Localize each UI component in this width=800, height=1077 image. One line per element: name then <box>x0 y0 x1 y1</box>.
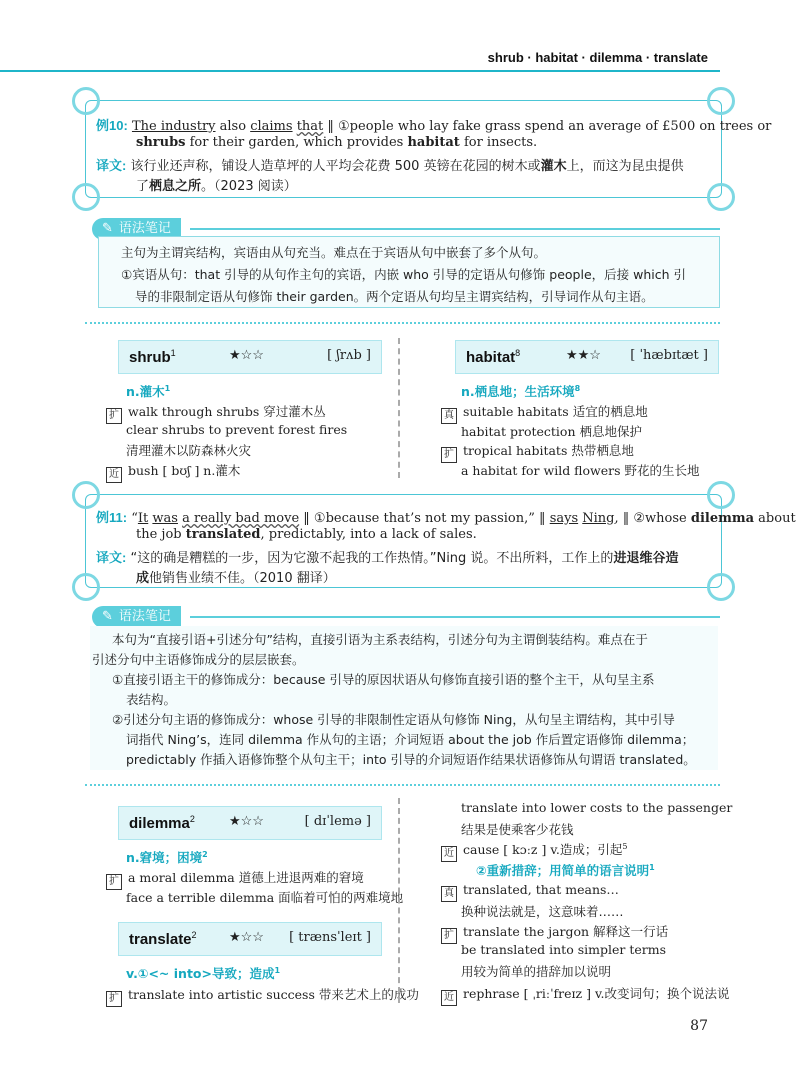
tag-icon: 近 <box>441 990 457 1006</box>
entry-line: 扩 translate into artistic success 带来艺术上的成功 <box>106 985 419 1007</box>
grammar-note-line: 本句为“直接引语+引述分句”结构，直接引语为主系表结构，引述分句为主谓倒装结构。难点在于 <box>112 632 648 647</box>
tag-icon: 扩 <box>441 447 457 463</box>
entry-line: 真 suitable habitats 适宜的栖息地 <box>441 402 648 424</box>
section-dotted-rule <box>85 322 720 324</box>
pen-icon: ✎ <box>102 609 113 624</box>
column-divider <box>398 798 408 1003</box>
ornament-corner <box>72 481 100 509</box>
example-10-translation-line2: 了栖息之所。（2023 阅读） <box>136 179 297 194</box>
headword-box-habitat <box>455 340 719 374</box>
entry-line: 用较为简单的措辞加以说明 <box>461 964 612 979</box>
example-11-en-line1: 例11: “It was a really bad move ‖ ①because that’s not my passion,” ‖ says Ning, ‖ ②whose dilemma about <box>96 510 796 526</box>
section-dotted-rule <box>85 784 720 786</box>
entry-line: translate into lower costs to the passenger <box>461 800 733 815</box>
example-10-translation-line1: 译文: 该行业还声称，铺设人造草坪的人平均会花费 500 英镑在花园的树木或灌木上，而这为昆虫提供 <box>96 158 684 174</box>
grammar-note-line: ①直接引语主干的修饰成分：because 引导的原因状语从句修饰直接引语的整个主干，从句呈主系 <box>112 672 655 687</box>
sense-label: v.①<~ into>导致；造成$^1$ <box>126 965 281 981</box>
entry-line: a habitat for wild flowers 野花的生长地 <box>461 463 700 478</box>
entry-line: 清理灌木以防森林火灾 <box>126 443 252 458</box>
grammar-note-line: ②引述分句主语的修饰成分：whose 引导的非限制性定语从句修饰 Ning，从句呈主谓结构，其中引导 <box>112 712 675 727</box>
headword-box-shrub <box>118 340 382 374</box>
tag-icon: 近 <box>441 846 457 862</box>
column-divider <box>398 338 408 478</box>
sense-label: n.窘境；困境$^2$ <box>126 849 208 865</box>
pronunciation: [ dɪˈlemə ] <box>304 814 371 829</box>
headword-box-dilemma <box>118 806 382 840</box>
grammar-note-2-box <box>90 626 718 770</box>
tag-icon: 真 <box>441 408 457 424</box>
ornament-corner <box>707 87 735 115</box>
pronunciation: [ ʃrʌb ] <box>327 348 371 363</box>
ornament-corner <box>707 183 735 211</box>
pen-icon: ✎ <box>102 221 113 236</box>
example-11-translation-line1: 译文: “这的确是糟糕的一步，因为它激不起我的工作热情。”Ning 说。不出所料，工作上的进退维谷造 <box>96 550 679 566</box>
grammar-note-tag: ✎ 语法笔记 <box>92 606 181 628</box>
entry-line: face a terrible dilemma 面临着可怕的两难境地 <box>126 890 404 905</box>
tag-icon: 扩 <box>106 991 122 1007</box>
entry-line: 近 cause [ kɔːz ] v.造成；引起$^5$ <box>441 840 628 862</box>
example-10-en-line2: shrubs for their garden, which provides habitat for insects. <box>136 135 538 150</box>
entry-line: habitat protection 栖息地保护 <box>461 424 642 439</box>
frequency-stars: ★☆☆ <box>229 930 264 945</box>
sense-label: n.灌木$^1$ <box>126 383 171 399</box>
grammar-note-tag: ✎ 语法笔记 <box>92 218 181 240</box>
example-label: 例10 <box>96 118 124 133</box>
sense-label: n.栖息地；生活环境$^8$ <box>461 383 581 399</box>
entry-line: clear shrubs to prevent forest fires <box>126 422 348 437</box>
ornament-corner <box>72 573 100 601</box>
grammar-note-rule <box>190 616 720 618</box>
grammar-note-line: ①宾语从句：that 引导的从句作主句的宾语，内嵌 who 引导的定语从句修饰 people，后接 which 引 <box>121 267 687 282</box>
tag-icon: 真 <box>441 886 457 902</box>
tag-icon: 近 <box>106 467 122 483</box>
entry-line: 扩 translate the jargon 解释这一行话 <box>441 922 668 944</box>
tag-icon: 扩 <box>441 928 457 944</box>
running-header: shrub · habitat · dilemma · translate <box>487 50 708 65</box>
ornament-corner <box>707 573 735 601</box>
entry-line: 扩 tropical habitats 热带栖息地 <box>441 441 634 463</box>
example-11-en-line2: the job translated, predictably, into a lack of sales. <box>136 527 477 542</box>
headword-box-translate <box>118 922 382 956</box>
frequency-stars: ★☆☆ <box>229 814 264 829</box>
tag-icon: 扩 <box>106 874 122 890</box>
grammar-note-line: 表结构。 <box>126 692 177 707</box>
frequency-stars: ★★☆ <box>566 348 601 363</box>
headword: shrub$^1$ <box>129 348 176 366</box>
entry-line: 结果是使乘客少花钱 <box>461 822 574 837</box>
sense-label: ②重新措辞；用简单的语言说明$^1$ <box>476 862 655 878</box>
grammar-note-rule <box>190 228 720 230</box>
ornament-corner <box>72 183 100 211</box>
example-11-translation-line2: 成他销售业绩不佳。（2010 翻译） <box>136 571 336 586</box>
grammar-note-line: predictably 作插入语修饰整个从句主干；into 引导的介词短语作结果状语修饰从句谓语 translated。 <box>126 752 696 767</box>
frequency-stars: ★☆☆ <box>229 348 264 363</box>
tag-icon: 扩 <box>106 408 122 424</box>
entry-line: 真 translated, that means… <box>441 882 619 902</box>
pronunciation: [ trænsˈleɪt ] <box>289 930 371 945</box>
example-10-box <box>85 100 772 198</box>
page-number: 87 <box>690 1018 708 1034</box>
headword: dilemma$^2$ <box>129 814 195 832</box>
header-rule <box>0 70 720 72</box>
grammar-note-line: 导的非限制定语从句修饰 their garden。两个定语从句均呈主谓宾结构，引导词作从句主语。 <box>135 289 654 304</box>
ornament-corner <box>72 87 100 115</box>
entry-line: be translated into simpler terms <box>461 942 666 957</box>
grammar-note-line: 引述分句中主语修饰成分的层层嵌套。 <box>92 652 305 667</box>
entry-line: 扩 a moral dilemma 道德上进退两难的窘境 <box>106 868 364 890</box>
example-11-box <box>85 494 796 588</box>
entry-line: 换种说法就是，这意味着…… <box>461 904 624 919</box>
pronunciation: [ ˈhæbɪtæt ] <box>630 348 708 363</box>
grammar-note-line: 主句为主谓宾结构，宾语由从句充当。难点在于宾语从句中嵌套了多个从句。 <box>121 245 547 260</box>
headword: translate$^2$ <box>129 930 197 948</box>
grammar-note-1-box <box>98 236 720 308</box>
ornament-corner <box>707 481 735 509</box>
entry-line: 扩 walk through shrubs 穿过灌木丛 <box>106 402 326 424</box>
grammar-note-line: 词指代 Ning’s，连同 dilemma 作从句的主语；介词短语 about the job 作后置定语修饰 dilemma； <box>126 732 695 747</box>
example-10-en-line1: 例10: The industry also claims that ‖ ①people who lay fake grass spend an average of £500 on trees or <box>96 118 772 134</box>
entry-line: 近 bush [ bʊʃ ] n.灌木 <box>106 461 240 483</box>
headword: habitat$^8$ <box>466 348 521 366</box>
entry-line: 近 rephrase [ ˌriːˈfreɪz ] v.改变词句；换个说法说 <box>441 984 730 1006</box>
